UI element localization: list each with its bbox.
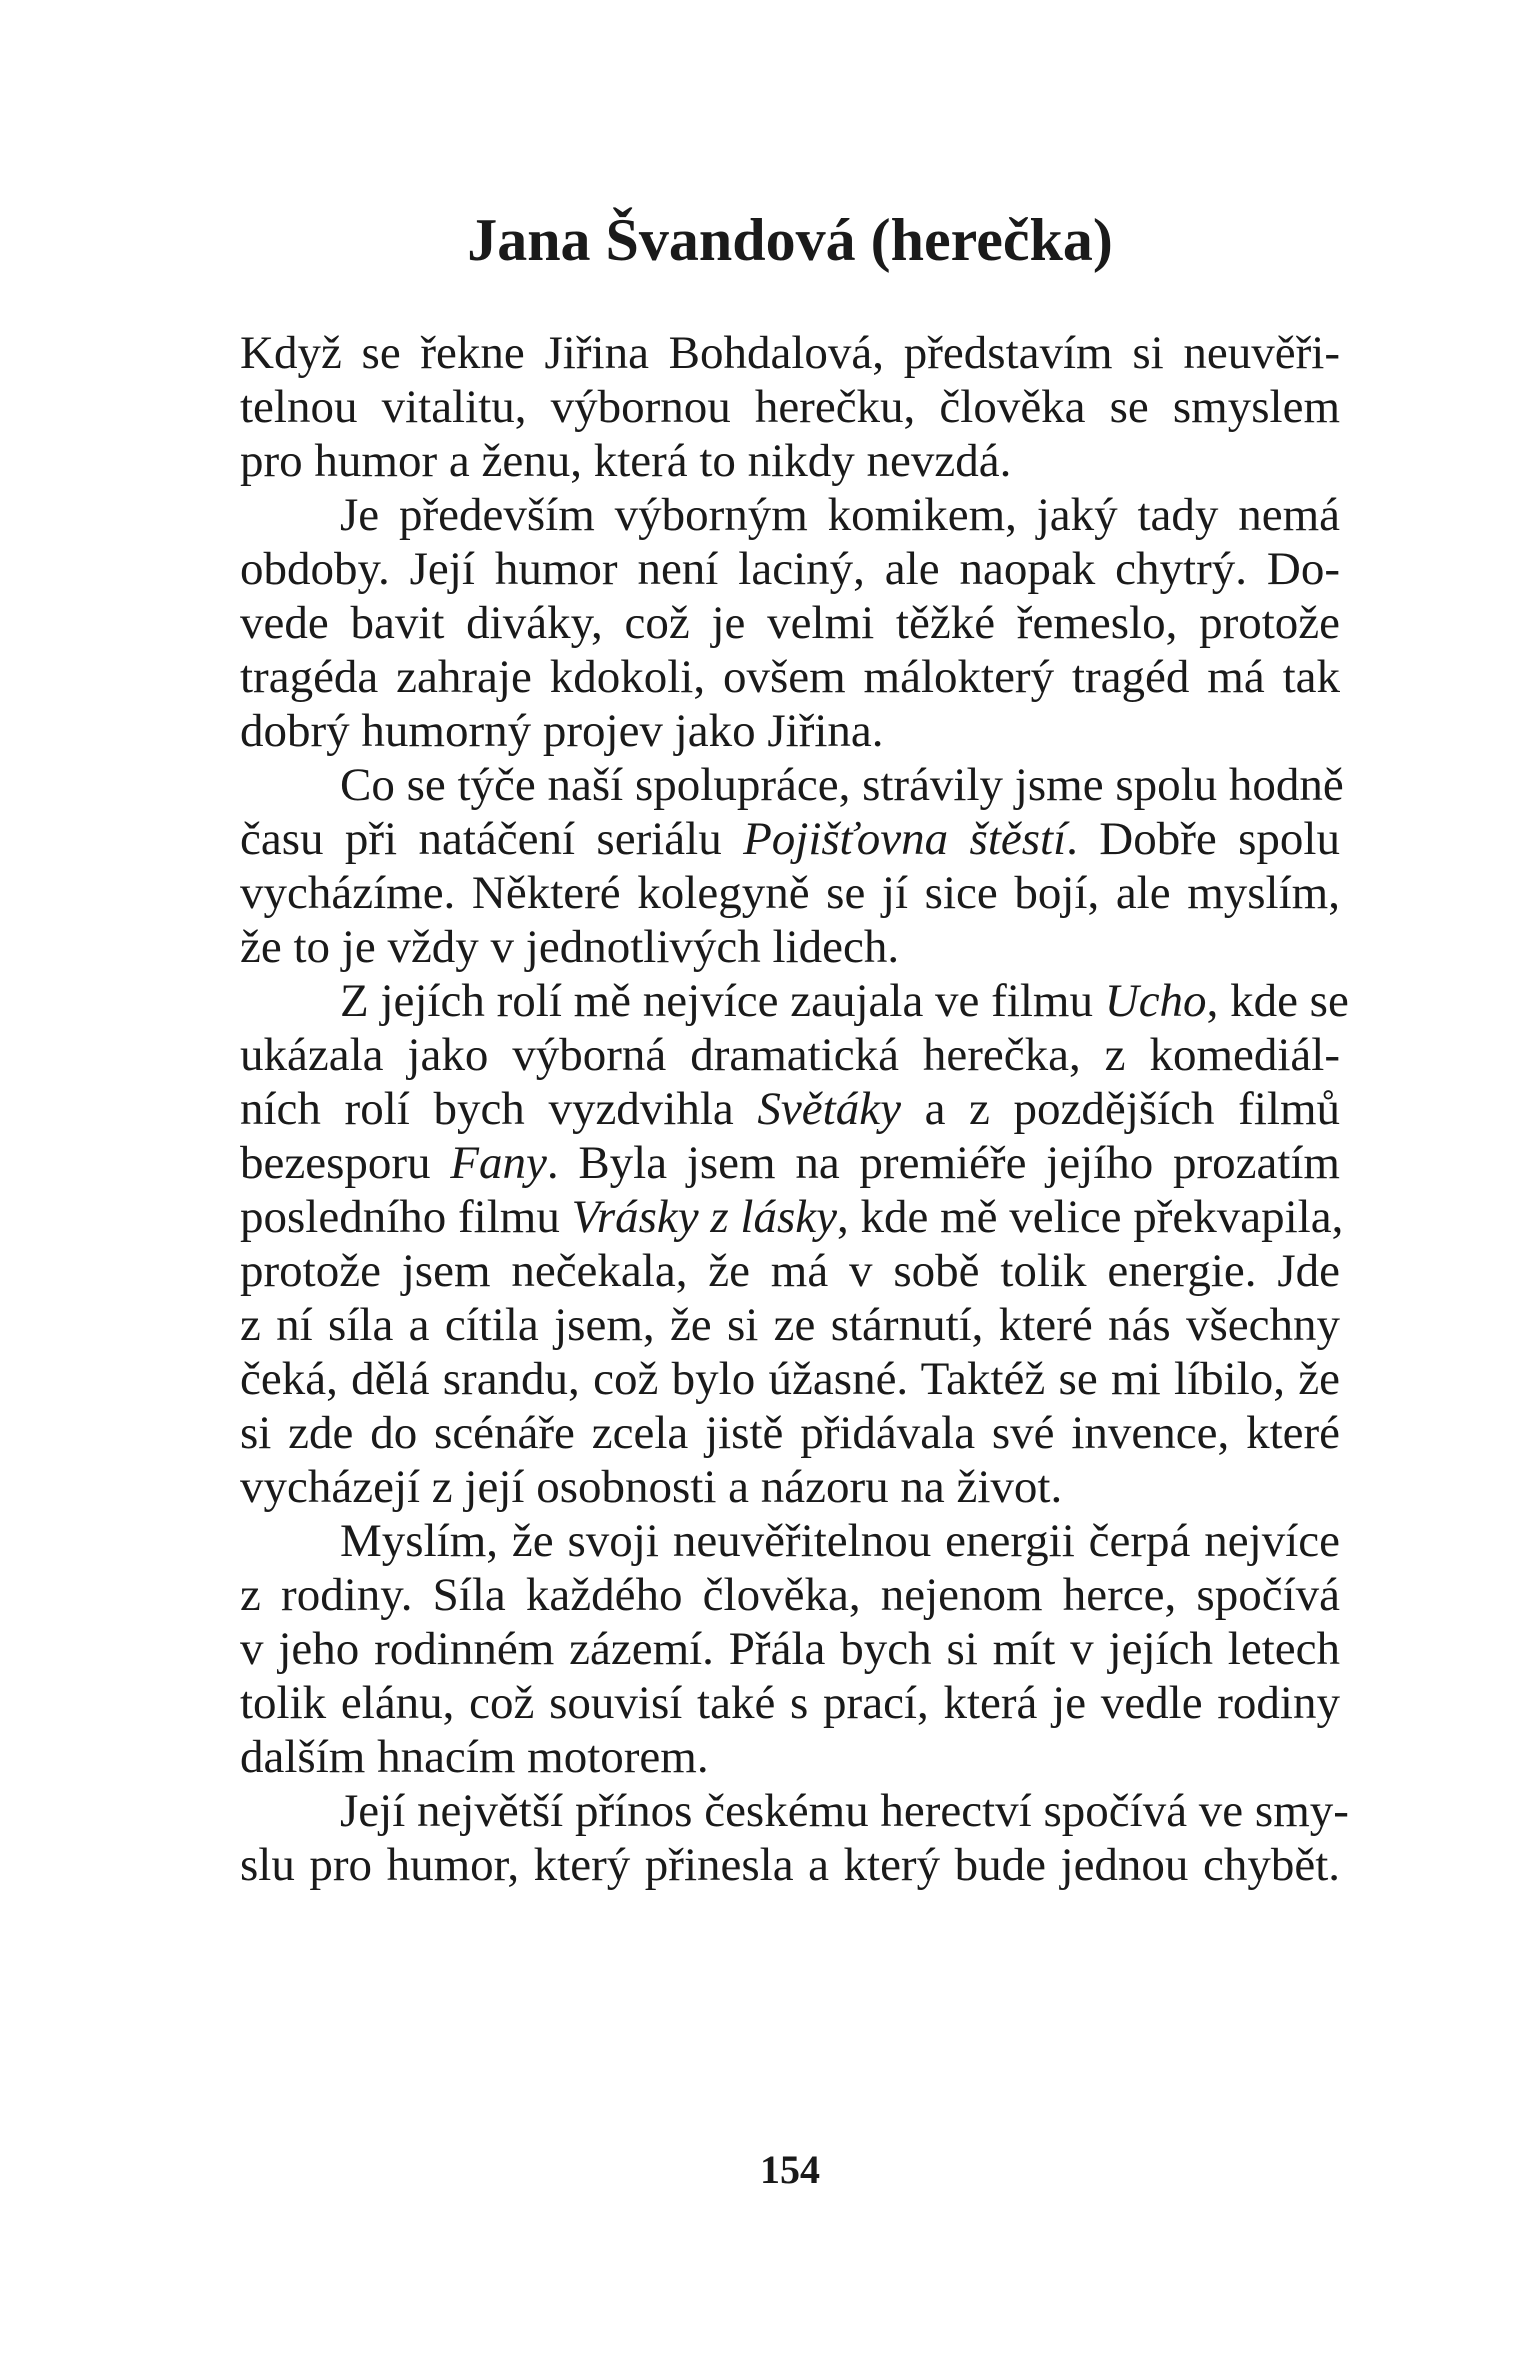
- text-line: [240, 866, 1340, 920]
- text-line: [240, 1784, 1349, 1838]
- text-line: [240, 1460, 1340, 1514]
- text-line: [240, 1406, 1340, 1460]
- page-title: Jana Švandová (herečka): [467, 207, 1113, 273]
- text-segment: vycházíme. Některé kolegyně se jí sice bojí, ale myslím,: [240, 867, 1340, 919]
- text-line: [240, 1514, 1340, 1568]
- film-title: Fany: [450, 1137, 547, 1189]
- text-segment: dalším hnacím motorem.: [240, 1731, 709, 1783]
- text-line: [240, 1244, 1340, 1298]
- book-page: [240, 0, 1349, 2362]
- text-line: [240, 1676, 1340, 1730]
- text-segment: Je především výborným komikem, jaký tady nemá: [340, 489, 1340, 541]
- film-title: Vrásky z lásky: [571, 1191, 837, 1243]
- text-segment: telnou vitalitu, výbornou herečku, člověka se smyslem: [240, 381, 1340, 433]
- text-line: [240, 1190, 1344, 1244]
- text-line: [240, 1082, 1340, 1136]
- text-segment: posledního filmu: [240, 1191, 572, 1243]
- text-segment: Její největší přínos českému herectví spočívá ve smy-: [340, 1785, 1349, 1837]
- text-line: [240, 650, 1340, 704]
- text-line: [240, 380, 1340, 434]
- text-segment: slu pro humor, který přinesla a který bude jednou chybět.: [240, 1839, 1340, 1891]
- text-segment: času při natáčení seriálu: [240, 813, 744, 865]
- text-segment: z ní síla a cítila jsem, že si ze stárnutí, které nás všechny: [240, 1299, 1340, 1351]
- text-segment: Co se týče naší spolupráce, strávily jsme spolu hodně: [340, 759, 1344, 811]
- text-line: [240, 1298, 1340, 1352]
- text-line: [240, 920, 1340, 974]
- text-segment: . Byla jsem na premiéře jejího prozatím: [546, 1137, 1340, 1189]
- text-segment: , kde se: [1206, 975, 1349, 1027]
- text-line: [240, 1838, 1340, 1892]
- text-line: [240, 1028, 1340, 1082]
- text-segment: ukázala jako výborná dramatická herečka, z komediál-: [240, 1029, 1340, 1081]
- text-segment: čeká, dělá srandu, což bylo úžasné. Taktéž se mi líbilo, že: [240, 1353, 1340, 1405]
- text-line: [240, 326, 1340, 380]
- text-segment: a z pozdějších filmů: [900, 1083, 1340, 1135]
- text-line: [240, 974, 1349, 1028]
- text-segment: Když se řekne Jiřina Bohdalová, představím si neuvěři-: [240, 327, 1340, 379]
- text-segment: že to je vždy v jednotlivých lidech.: [240, 921, 900, 973]
- page-number: 154: [760, 2147, 820, 2192]
- text-segment: obdoby. Její humor není laciný, ale naopak chytrý. Do-: [240, 543, 1340, 595]
- text-segment: Z jejích rolí mě nejvíce zaujala ve filmu: [340, 975, 1105, 1027]
- text-segment: protože jsem nečekala, že má v sobě tolik energie. Jde: [240, 1245, 1340, 1297]
- text-line: [240, 1730, 1340, 1784]
- text-line: [240, 434, 1340, 488]
- text-segment: z rodiny. Síla každého člověka, nejenom herce, spočívá: [240, 1569, 1340, 1621]
- text-line: [240, 488, 1340, 542]
- text-line: [240, 596, 1340, 650]
- body-text: [240, 326, 1349, 1892]
- text-segment: vede bavit diváky, což je velmi těžké řemeslo, protože: [240, 597, 1340, 649]
- text-segment: Myslím, že svoji neuvěřitelnou energii čerpá nejvíce: [340, 1515, 1340, 1567]
- text-segment: si zde do scénáře zcela jistě přidávala své invence, které: [240, 1407, 1340, 1459]
- text-line: [240, 704, 1340, 758]
- text-segment: tolik elánu, což souvisí také s prací, která je vedle rodiny: [240, 1677, 1340, 1729]
- text-segment: ních rolí bych vyzdvihla: [240, 1083, 758, 1135]
- film-title: Ucho: [1104, 975, 1207, 1027]
- film-title: Světáky: [757, 1083, 901, 1135]
- series-title: Pojišťovna štěstí: [743, 813, 1067, 865]
- text-line: [240, 1136, 1340, 1190]
- text-line: [240, 1352, 1340, 1406]
- text-segment: tragéda zahraje kdokoli, ovšem málokterý tragéd má tak: [240, 651, 1340, 703]
- text-segment: bezesporu: [240, 1137, 451, 1189]
- text-segment: v jeho rodinném zázemí. Přála bych si mít v jejích letech: [240, 1623, 1340, 1675]
- text-segment: vycházejí z její osobnosti a názoru na život.: [240, 1461, 1063, 1513]
- text-segment: dobrý humorný projev jako Jiřina.: [240, 705, 884, 757]
- text-line: [240, 758, 1344, 812]
- text-line: [240, 1622, 1340, 1676]
- text-segment: , kde mě velice překvapila,: [836, 1191, 1344, 1243]
- text-segment: . Dobře spolu: [1066, 813, 1340, 865]
- text-line: [240, 812, 1340, 866]
- text-line: [240, 1568, 1340, 1622]
- text-segment: pro humor a ženu, která to nikdy nevzdá.: [240, 435, 1012, 487]
- text-line: [240, 542, 1340, 596]
